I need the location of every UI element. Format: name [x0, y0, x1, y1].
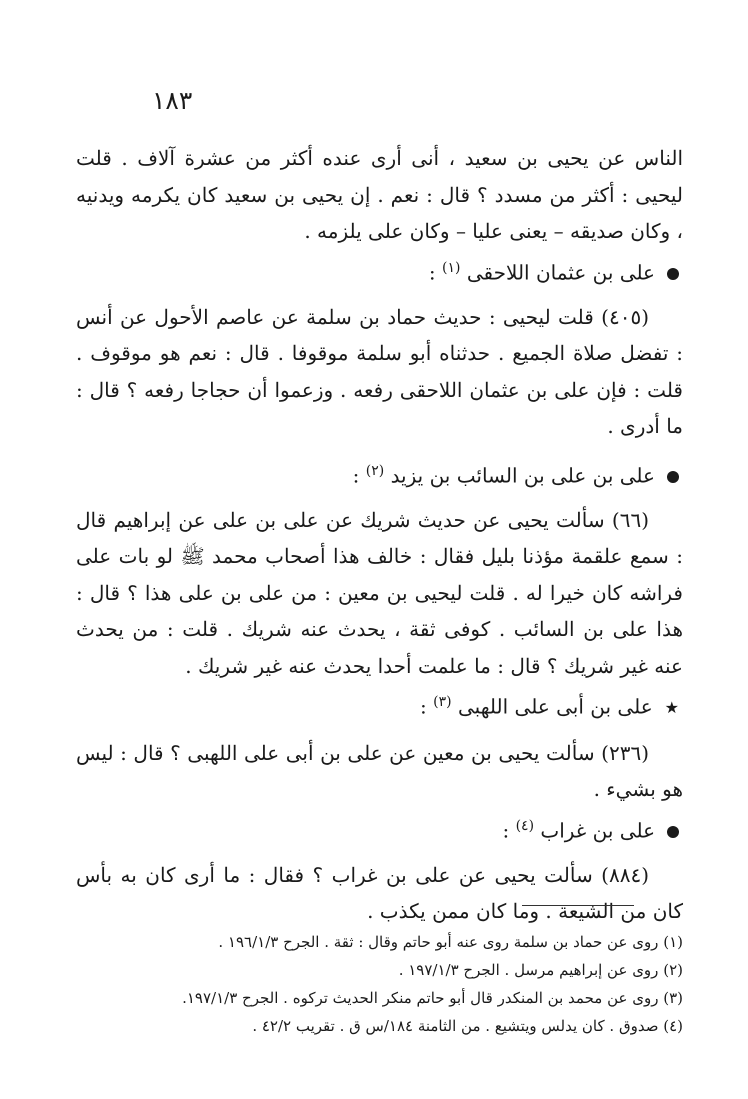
page-number: ١٨٣	[152, 86, 193, 115]
footnote-number: (٢)	[663, 961, 683, 979]
narrator-name: على بن غراب	[540, 818, 655, 843]
footnote-text: صدوق . كان يدلس ويتشيع . من الثامنة ١٨٤/س ق . تقريب ٤٢/٢ .	[252, 1017, 659, 1035]
footnote-text: روى عن إبراهيم مرسل . الجرح ١٩٧/١/٣ .	[398, 961, 659, 979]
narrator-name: على بن عثمان اللاحقى	[466, 260, 655, 285]
paragraph: (٤٠٥) قلت ليحيى : حديث حماد بن سلمة عن عاصم الأحول عن أنس : تفضل صلاة الجميع . حدثناه أبو سلمة موقوفا . قال : نعم هو موقوف . قلت : فإن على بن عثمان اللاحقى رفعه . وزعموا أن حجاجا رفعه ؟ قال : ما أدرى .	[76, 304, 683, 439]
heading-colon: :	[428, 260, 436, 285]
footnote	[90, 984, 683, 1012]
narrator-name: على بن أبى على اللهبى	[457, 694, 653, 719]
footnote	[90, 928, 683, 956]
footnote-number: (٣)	[663, 989, 683, 1007]
footnote-ref: (٣)	[433, 694, 452, 711]
footnote-text: روى عن محمد بن المنكدر قال أبو حاتم منكر الحديث تركوه . الجرح ١٩٧/١/٣.	[182, 989, 659, 1007]
paragraph: (٢٣٦) سألت يحيى بن معين عن على بن أبى على اللهبى ؟ قال : ليس هو بشيء .	[76, 740, 683, 802]
paragraph: (٨٨٤) سألت يحيى عن على بن غراب ؟ فقال : ما أرى كان به بأس كان من الشيعة . وما كان ممن يكذب .	[76, 862, 683, 924]
footnote-divider	[522, 905, 634, 906]
footnote-ref: (٢)	[365, 462, 385, 479]
footnote-number: (٤)	[663, 1017, 683, 1035]
paragraph: الناس عن يحيى بن سعيد ، أنى أرى عنده أكثر من عشرة آلاف . قلت ليحيى : أكثر من مسدد ؟ قال : نعم . إن يحيى بن سعيد كان يكرمه ويدنيه ، وكان صديقه – يعنى عليا – وكان على يلزمه .	[76, 146, 683, 243]
star-icon: ★	[664, 698, 679, 718]
footnote	[90, 956, 683, 984]
narrator-heading	[76, 453, 683, 494]
footnote	[90, 1012, 683, 1040]
bullet-icon	[667, 826, 679, 838]
bullet-icon	[667, 471, 679, 483]
main-text	[76, 140, 683, 930]
bullet-icon	[667, 268, 679, 280]
footnote-ref: (٤)	[515, 817, 535, 834]
heading-colon: :	[352, 463, 360, 488]
narrator-heading	[76, 684, 683, 726]
footnotes	[90, 928, 683, 1040]
heading-colon: :	[502, 818, 510, 843]
footnote-number: (١)	[663, 933, 683, 951]
paragraph: (٦٦) سألت يحيى عن حديث شريك عن على بن على عن إبراهيم قال : سمع علقمة مؤذنا بليل فقال : خالف هذا أصحاب محمد ﷺ لو بات على فراشه كان خيرا له . قلت ليحيى بن معين : من على بن على هذا ؟ قال : هذا على بن السائب . كوفى ثقة ، يحدث عنه شريك . قلت : من يحدث عنه غير شريك ؟ قال : ما علمت أحدا يحدث عنه غير شريك .	[76, 507, 683, 678]
narrator-name: على بن على بن السائب بن يزيد	[390, 463, 655, 488]
heading-colon: :	[420, 694, 427, 719]
footnote-ref: (١)	[442, 259, 461, 276]
narrator-heading	[76, 250, 683, 291]
narrator-heading	[76, 808, 683, 849]
footnote-text: روى عن حماد بن سلمة روى عنه أبو حاتم وقال : ثقة . الجرح ١٩٦/١/٣ .	[218, 933, 659, 951]
